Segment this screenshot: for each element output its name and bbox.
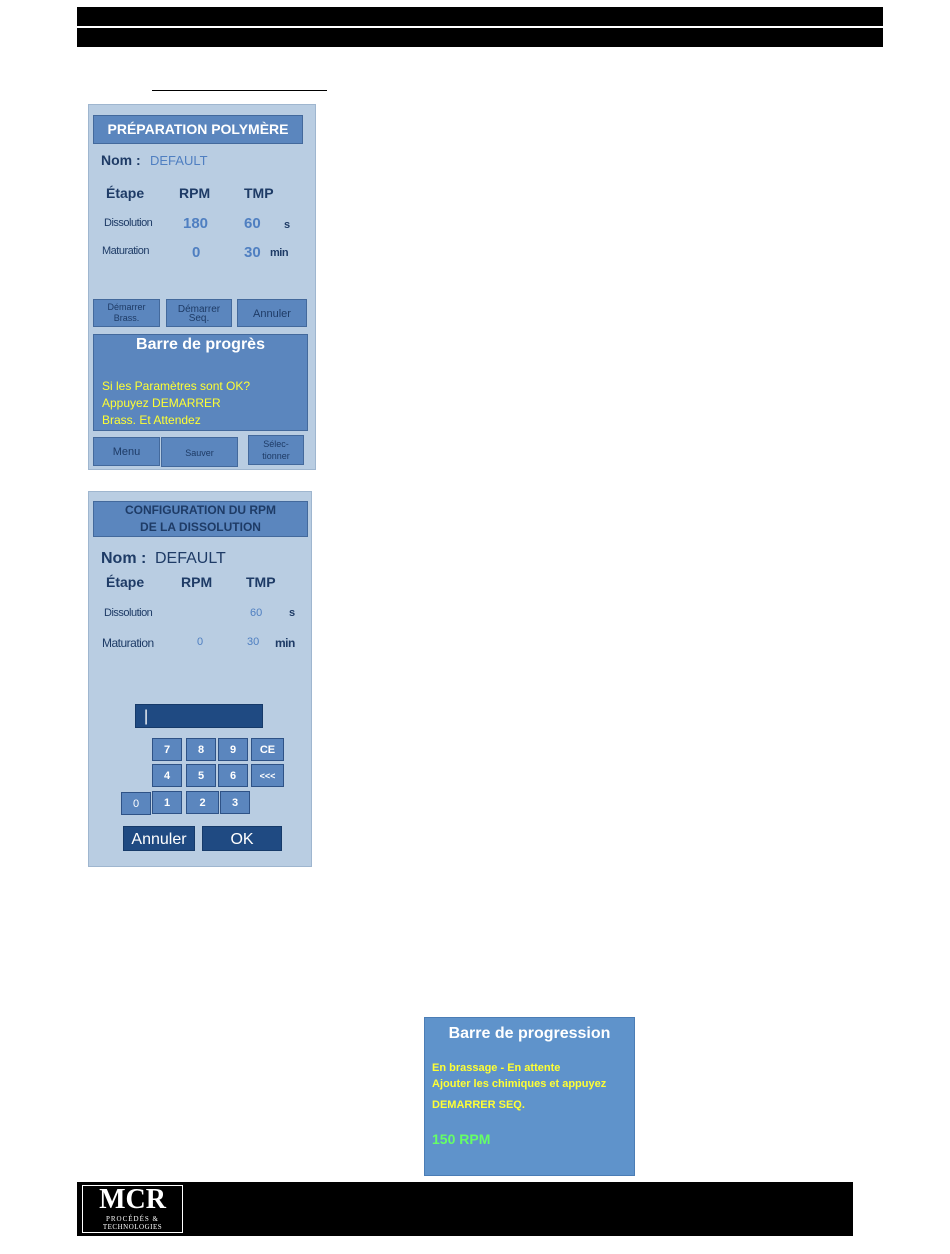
name-value: DEFAULT — [155, 550, 226, 567]
logo-main-text: MCR — [99, 1184, 166, 1215]
progress-line-2: Appuyez DEMARRER — [102, 396, 221, 410]
key-3[interactable]: 3 — [220, 791, 250, 814]
panel-title-line-2: DE LA DISSOLUTION — [140, 520, 261, 534]
name-label: Nom : — [101, 152, 141, 168]
row-rpm-value[interactable]: 0 — [192, 244, 201, 261]
save-button[interactable]: Sauver — [161, 437, 238, 467]
start-seq-label-2: Seq. — [188, 313, 210, 324]
name-label: Nom : — [101, 550, 147, 567]
row-step: Dissolution — [104, 607, 153, 619]
key-5[interactable]: 5 — [186, 764, 216, 787]
progression-line-3: DEMARRER SEQ. — [432, 1099, 525, 1111]
row-step: Dissolution — [104, 217, 153, 229]
row-unit: s — [289, 607, 295, 619]
col-tmp-header: TMP — [244, 185, 274, 201]
key-8[interactable]: 8 — [186, 738, 216, 761]
start-seq-button[interactable] — [166, 299, 232, 327]
row-tmp-value[interactable]: 60 — [244, 215, 261, 232]
menu-button[interactable]: Menu — [93, 437, 160, 466]
row-step: Maturation — [102, 636, 154, 650]
key-clear-entry[interactable]: CE — [251, 738, 284, 761]
key-9[interactable]: 9 — [218, 738, 248, 761]
name-value: DEFAULT — [150, 153, 208, 168]
ok-button[interactable]: OK — [202, 826, 282, 851]
select-label-2: tionner — [262, 451, 290, 461]
row-tmp-value[interactable]: 30 — [244, 244, 261, 261]
progress-box — [93, 334, 308, 431]
start-seq-label-1: Démarrer — [177, 304, 221, 315]
key-0[interactable]: 0 — [121, 792, 151, 815]
rpm-input-field[interactable]: | — [135, 704, 263, 728]
key-6[interactable]: 6 — [218, 764, 248, 787]
col-rpm-header: RPM — [179, 185, 211, 201]
company-logo — [82, 1185, 183, 1233]
panel-title — [93, 501, 308, 537]
key-4[interactable]: 4 — [152, 764, 182, 787]
progress-line-1: Si les Paramètres sont OK? — [102, 379, 251, 393]
key-2[interactable]: 2 — [186, 791, 219, 814]
polymer-prep-panel — [88, 104, 316, 470]
cancel-button[interactable]: Annuler — [123, 826, 195, 851]
start-stir-label-2: Brass. — [113, 313, 140, 323]
rpm-readout: 150 RPM — [432, 1131, 491, 1147]
key-7[interactable]: 7 — [152, 738, 182, 761]
heading-underline — [152, 90, 327, 91]
panel-title-line-1: CONFIGURATION DU RPM — [124, 503, 277, 517]
row-unit: min — [270, 247, 289, 259]
col-rpm-header: RPM — [181, 574, 213, 590]
progression-line-1: En brassage - En attente — [432, 1062, 561, 1074]
header-bar-top — [77, 7, 883, 26]
header-bar-bottom — [77, 28, 883, 47]
panel-title: PRÉPARATION POLYMÈRE — [93, 115, 303, 144]
select-button[interactable] — [248, 435, 304, 465]
row-rpm-value[interactable]: 0 — [197, 636, 204, 648]
row-unit: min — [275, 636, 295, 650]
row-tmp-value[interactable]: 60 — [250, 607, 263, 619]
progress-line-3: Brass. Et Attendez — [102, 413, 201, 427]
key-backspace[interactable]: <<< — [251, 764, 284, 787]
select-label-1: Sélec- — [263, 439, 289, 449]
start-stir-label-1: Démarrer — [107, 302, 146, 312]
row-step: Maturation — [102, 245, 149, 257]
progression-line-2: Ajouter les chimiques et appuyez — [432, 1078, 607, 1090]
progression-title: Barre de progression — [448, 1025, 611, 1042]
row-tmp-value[interactable]: 30 — [247, 636, 260, 648]
progress-title: Barre de progrès — [136, 336, 265, 353]
col-tmp-header: TMP — [246, 574, 276, 590]
footer-bar — [77, 1182, 853, 1236]
row-rpm-value[interactable]: 180 — [183, 215, 209, 232]
logo-sub-text-1: PROCÉDÉS & — [106, 1215, 159, 1223]
row-unit: s — [284, 219, 290, 231]
col-step-header: Étape — [106, 574, 145, 590]
progression-panel — [424, 1017, 635, 1176]
rpm-config-panel — [88, 491, 312, 867]
logo-sub-text-2: TECHNOLOGIES — [102, 1223, 163, 1231]
cancel-button[interactable]: Annuler — [237, 299, 307, 327]
start-stir-button[interactable] — [93, 299, 160, 327]
col-step-header: Étape — [106, 185, 145, 201]
key-1[interactable]: 1 — [152, 791, 182, 814]
